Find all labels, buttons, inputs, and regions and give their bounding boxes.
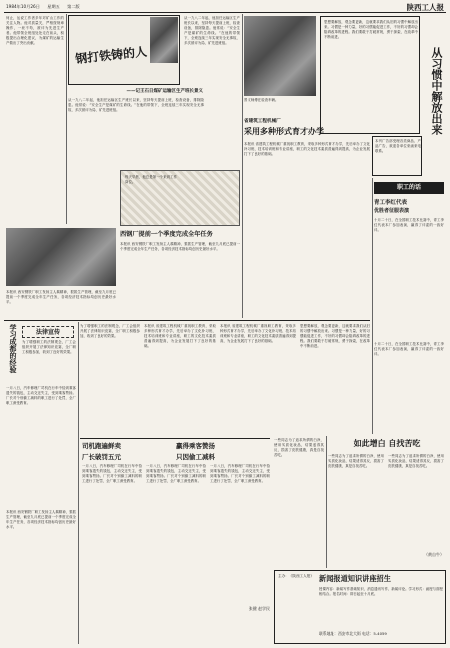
steel-subhead: ——记王石日煤矿运输区生产班长景义 (126, 89, 203, 94)
worker-drawing (120, 170, 240, 226)
auto-body-2: 一月八日，汽车修理厂司机在行车中拾到乘客遗失的钱包，主动交还失主，受到乘客赞扬。厂长对个别偷工减料的职工进行了处罚，全厂职工深受教育。 (146, 464, 206, 484)
mid-column-1: 为了增强职工的法制观念，厂工会组织开展了法律知识竞赛，全厂职工积极参加，收到了良好的效果。 (80, 324, 140, 339)
masthead-rule (4, 12, 446, 13)
col-sep-4 (78, 322, 79, 644)
auto-headline-3: 厂长破罚五元 (82, 453, 121, 461)
youth-subhead: 优胜者征服表演 (374, 208, 410, 214)
masthead-left (6, 4, 176, 12)
worker-photo (244, 16, 316, 96)
youth-headline: 青工李红代表 (374, 200, 408, 206)
auto-byline: 张健 赵学民 (248, 606, 270, 611)
steel-article-continued: 从一九八二年起，他担任运输区生产班长以来，坚持每天提前上班，检查设备，排除隐患。他常说：“安全生产是煤矿的生命线。”在他的带领下，全班连续三年实现安全无事故，多次被评为局、矿先进班组。 (184, 16, 240, 46)
school-ad-contact: 联系地址：西安市北大街 电话：5-4059 (319, 631, 387, 636)
mid-column-3: 本报讯 省建筑工程机械厂重视职工教育，采取多种形式育才办学，先后举办了文化补习班、技术培训班和专业讲座，职工的文化技术素质普遍得到提高，为企业发展打下了良好的基础。 (220, 324, 296, 344)
auto-body-3: 一月八日，汽车修理厂司机在行车中拾到乘客遗失的钱包，主动交还失主，受到乘客赞扬。厂长对个别偷工减料的职工进行了处罚，全厂职工深受教育。 (210, 464, 270, 484)
west-factory-body-cont: 本报讯 西安钢铁厂职工发扬主人翁精神，狠抓生产管理，截至九月底已提前一个季度完成全年生产任务，各项经济技术指标均创历史最好水平。 (120, 242, 240, 252)
auto-top-rule (80, 438, 270, 439)
page-number: 第二版 (67, 4, 80, 9)
issue-weekday: 星期五 (47, 4, 60, 9)
reform-byline: （黄自牛） (424, 552, 444, 557)
mid-column-4: 思想要解放，观念要更新，这就要求我们从旧的习惯中解放出来。习惯是一种力量，好的习惯能促进工作，不好的习惯却会阻碍改革的进程。我们要敢于打破常规，勇于探索，在改革中不断前进。 (300, 324, 370, 349)
youth-body-cont: 十月二十日，在全国职工技术比赛中，青工李红代表本厂参加表演，赢得了评委的一致好评。 (374, 342, 444, 357)
mid-rule (4, 320, 370, 321)
school-ad-box (274, 570, 446, 644)
col-sep-3 (372, 178, 373, 434)
lower-mid-column: 一些同志为了追求所谓的白净，使用劣质化妆品，结果适得其反，损害了皮肤健康，真是自找苦吃。 (274, 438, 324, 458)
steel-article-intro: 何止，运说工作者多年对矿山工作的关注人物。他对质量关，严格按规章操作，一丝不苟，被评为先进生产者。他带领全班组处处走在前头，积极提出合理化建议，为煤矿的运输生产做出了突出贡献。 (6, 16, 64, 46)
ad-body: 本刊广告部受理各类商品、产品广告，欢迎各单位来函来电联系。 (375, 139, 421, 154)
bottom-left-column: 本报讯 西安钢铁厂职工发扬主人翁精神，狠抓生产管理，截至九月底已提前一个季度完成全年生产任务，各项经济技术指标均创历史最好水平。 (6, 510, 76, 530)
school-ad-details: 授课内容：新闻写作基础知识、消息通讯写作、新闻评论。学习形式：函授与面授相结合。报名时间：即日起至十月底。 (319, 587, 443, 597)
commentary-body: 思想要解放，观念要更新，这就要求我们从旧的习惯中解放出来。习惯是一种力量，好的习惯能促进工作，不好的习惯却会阻碍改革的进程。我们要敢于打破常规，勇于探索，在改革中不断前进。 (324, 20, 418, 40)
auto-body-1: 一月八日，汽车修理厂司机在行车中拾到乘客遗失的钱包，主动交还失主，受到乘客赞扬。厂长对个别偷工减料的职工进行了处罚，全厂职工深受教育。 (82, 464, 142, 484)
steel-headline: 钢打铁铸的人 (74, 44, 148, 67)
chem-body: 本报讯 省建筑工程机械厂重视职工教育，采取多种形式育才办学，先后举办了文化补习班、技术培训班和专业讲座，职工的文化技术素质普遍得到提高，为企业发展打下了良好的基础。 (244, 142, 370, 157)
learn-side-title: 学习成都的经验 (9, 324, 18, 373)
chem-kicker: 省建筑工程机械厂 (244, 119, 281, 124)
col-sep-5 (326, 436, 327, 568)
west-factory-headline: 西钢厂提前一个季度完成全年任务 (120, 231, 213, 238)
col-sep-2 (242, 14, 243, 318)
auto-headline-1: 司机跑遍鲜卖 (82, 442, 121, 450)
col-sep-1 (66, 14, 67, 224)
steel-article-body: 从一九八二年起，他担任运输区生产班长以来，坚持每天提前上班，检查设备，排除隐患。他常说：“安全生产是煤矿的生命线。”在他的带领下，全班连续三年实现安全无事故，多次被评为局、矿先进班组。 (68, 98, 204, 113)
learn-headline: 法律宣传 (22, 326, 74, 338)
mid-column-2: 本报讯 省建筑工程机械厂重视职工教育，采取多种形式育才办学，先后举办了文化补习班、技术培训班和专业讲座，职工的文化技术素质普遍得到提高，为企业发展打下了良好的基础。 (144, 324, 216, 349)
auto-headline-4: 只因偷工减料 (176, 453, 215, 461)
photo-caption: 景义师傅在检查车辆。 (244, 98, 279, 102)
learn-body: 为了增强职工的法制观念，厂工会组织开展了法律知识竞赛，全厂职工积极参加，收到了良好的效果。 (22, 340, 76, 355)
reform-headline: 如此增白 自找苦吃 (353, 438, 421, 448)
paper-name: 陕西工人报 (406, 3, 444, 12)
chem-headline: 采用多种形式育才办学 (244, 126, 324, 136)
auto-headline-2: 赢得乘客赞扬 (176, 442, 215, 450)
reform-body-2: 一些同志为了追求所谓的白净，使用劣质化妆品，结果适得其反，损害了皮肤健康，真是自找苦吃。 (388, 454, 444, 469)
school-ad-headline: 新闻报道知识讲座招生 (319, 574, 391, 583)
youth-body: 十月二十日，在全国职工技术比赛中，青工李红代表本厂参加表演，赢得了评委的一致好评。 (374, 218, 444, 233)
school-ad-org: 主办：《陕西工人报》 (278, 574, 314, 578)
commentary-box (320, 16, 420, 134)
lower-left-column: 一月八日，汽车修理厂司机在行车中拾到乘客遗失的钱包，主动交还失主，受到乘客赞扬。厂长对个别偷工减料的职工进行了处罚，全厂职工深受教育。 (6, 386, 76, 406)
reform-body-1: 一些同志为了追求所谓的白净，使用劣质化妆品，结果适得其反，损害了皮肤健康，真是自找苦吃。 (328, 454, 384, 469)
drawing-caption: 每天早晨，他总是第一个来到工作岗位。 (125, 175, 177, 185)
worker-portrait (150, 17, 178, 63)
ad-box (372, 136, 422, 176)
factory-photo (6, 228, 116, 286)
vertical-banner: 从习惯中解放出来 (430, 47, 443, 135)
west-factory-body: 本报讯 西安钢铁厂职工发扬主人翁精神，狠抓生产管理，截至九月底已提前一个季度完成全年生产任务，各项经济技术指标均创历史最好水平。 (6, 290, 116, 305)
issue-date: 1984年10月26日 (6, 4, 40, 9)
column-title: 职工的话 (374, 182, 444, 194)
